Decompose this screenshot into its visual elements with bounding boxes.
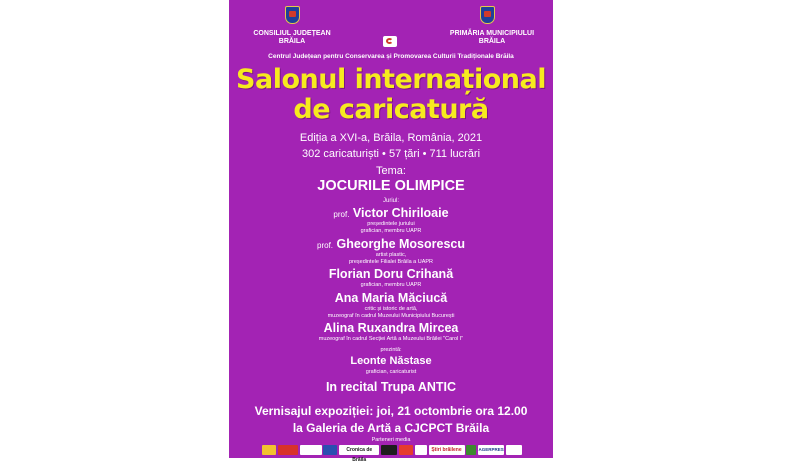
partner-logo — [300, 445, 322, 455]
poster-title-line1: Salonul internațional — [236, 64, 546, 95]
jury-member-role: grafician, membru UAPR — [360, 282, 422, 288]
presenter-role: grafician, caricaturist — [365, 369, 417, 375]
opening-line2: la Galeria de Artă a CJCPCT Brăila — [292, 421, 490, 435]
presenter-label: prezintă: — [380, 347, 402, 353]
jury-member-role: critic și istoric de artă, — [364, 306, 418, 312]
jury-member-role: președintele juriului — [367, 221, 415, 227]
partner-logo — [415, 445, 427, 455]
theme-value: JOCURILE OLIMPICE — [317, 178, 465, 194]
partner-logo — [506, 445, 522, 455]
jury-member-name: Florian Doru Crihană — [328, 267, 454, 281]
jury-member-role: președintele Filialei Brăila a UAPR — [348, 259, 434, 265]
jury-member-name-text: Victor Chiriloaie — [352, 206, 449, 220]
jury-member-name — [229, 237, 553, 253]
poster — [229, 0, 553, 463]
county-council-line1: CONSILIUL JUDEȚEAN — [253, 30, 331, 37]
poster-title-line2: de caricatură — [293, 94, 489, 125]
partner-logo — [262, 445, 276, 455]
city-hall-line2: BRĂILA — [478, 38, 506, 45]
partner-logo — [466, 445, 476, 455]
jury-member-name — [229, 206, 553, 222]
partner-logo-agerpres: AGERPRES — [478, 445, 504, 455]
presenter-name: Leonte Năstase — [350, 355, 432, 367]
partners-label: Parteneri media — [371, 437, 411, 443]
jury-member-role: muzeograf în cadrul Muzeului Municipiului București — [327, 313, 455, 319]
cultural-center-name: Centrul Județean pentru Conservarea și Promovarea Culturii Tradiționale Brăila — [268, 53, 514, 60]
partner-logo-cronica: Cronica de Brăila — [339, 445, 379, 455]
county-council-name — [247, 30, 337, 46]
jury-member-name-text: Gheorghe Mosorescu — [336, 237, 465, 251]
edition-line: Ediția a XVI-a, Brăila, România, 2021 — [299, 132, 483, 144]
recital-line: In recital Trupa ANTIC — [325, 380, 457, 394]
partner-logo — [278, 445, 298, 455]
county-council-line2: BRĂILA — [278, 38, 306, 45]
jury-label: Juriul: — [382, 198, 399, 204]
opening-line1: Vernisajul expoziției: joi, 21 octombrie ora 12.00 — [254, 404, 528, 418]
county-crest-icon — [285, 6, 300, 24]
jury-member-name: Ana Maria Măciucă — [334, 291, 448, 305]
jury-member-prefix: prof. — [333, 210, 350, 219]
partner-logo — [381, 445, 397, 455]
jury-member-role: grafician, membru UAPR — [360, 228, 422, 234]
city-crest-icon — [480, 6, 495, 24]
city-hall-name — [447, 30, 537, 46]
jury-member-role: artist plastic, — [375, 252, 407, 258]
jury-member-role: muzeograf în cadrul Secției Artă a Muzeului Brăilei "Carol I" — [318, 336, 464, 342]
stats-line: 302 caricaturiști • 57 țări • 711 lucrări — [301, 148, 481, 160]
jury-member-name: Alina Ruxandra Mircea — [323, 321, 459, 335]
partner-logo-stiri: Știri brăilene — [429, 445, 465, 455]
partner-logo — [399, 445, 413, 455]
theme-label: Tema: — [376, 165, 406, 177]
city-hall-line1: PRIMĂRIA MUNICIPIULUI — [449, 30, 535, 37]
cultural-center-logo-icon — [383, 36, 397, 47]
partner-logo — [323, 445, 337, 455]
partners-logo-bar — [262, 443, 522, 463]
jury-member-prefix: prof. — [317, 241, 334, 250]
